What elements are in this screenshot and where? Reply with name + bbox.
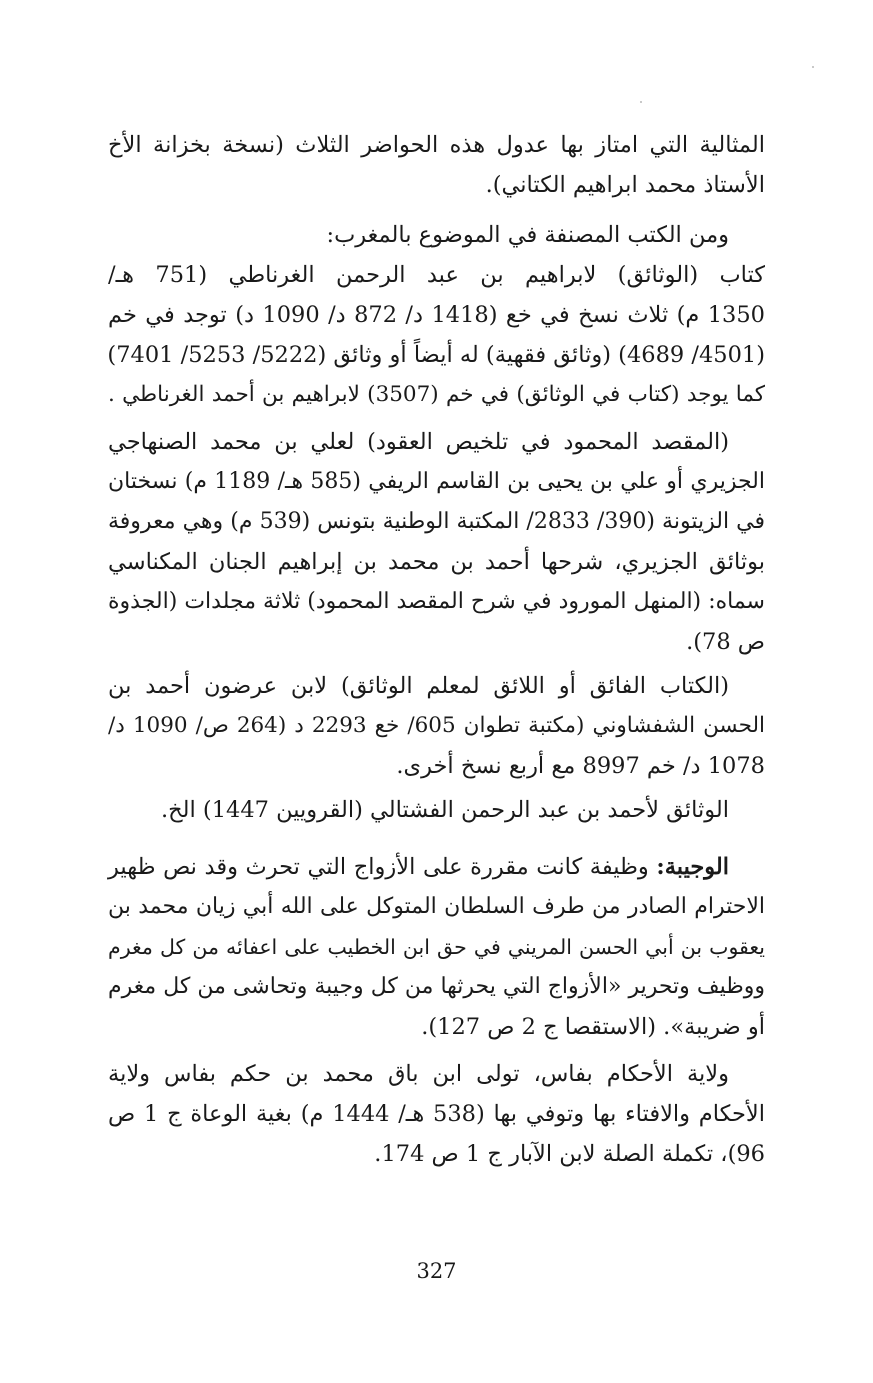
text-line: يعقوب بن أبي الحسن المريني في حق ابن الخطيب على اعفائه من كل مغرم	[108, 935, 765, 959]
text-line: (المقصد المحمود في تلخيص العقود) لعلي بن محمد الصنهاجي	[108, 429, 729, 455]
text-line: ومن الكتب المصنفة في الموضوع بالمغرب:	[326, 222, 729, 248]
text-line: المثالية التي امتاز بها عدول هذه الحواضر الثلاث (نسخة بخزانة الأخ	[108, 132, 765, 158]
text-line: ص 78).	[686, 629, 765, 655]
paragraph-wajiba	[108, 847, 765, 1047]
text-line: في الزيتونة (390/ 2833/ المكتبة الوطنية بتونس (539 م) وهي معروفة	[108, 509, 766, 534]
scan-speck	[812, 66, 814, 68]
text-line: الوثائق لأحمد بن عبد الرحمن الفشتالي (القرويين 1447) الخ.	[160, 797, 729, 823]
text-line	[108, 847, 765, 887]
text-line: الاحترام الصادر من طرف السلطان المتوكل على الله أبي زيان محمد بن	[108, 894, 765, 919]
paragraph-wilayat-ahkam	[108, 1054, 765, 1174]
text-line: الأحكام والافتاء بها وتوفي بها (538 هـ/ 1444 م) بغية الوعاة ج 1 ص	[108, 1101, 766, 1127]
text-line: ووظيف وتحرير «الأزواج التي يحرثها من كل وجيبة وتحاشى من كل مغرم	[108, 974, 765, 999]
text-line: (4501/ 4689) (وثائق فقهية) له أيضاً أو وثائق (5222/ 5253/ 7401)	[107, 342, 765, 368]
page-number: 327	[416, 1259, 457, 1283]
text-line: أو ضريبة». (الاستقصا ج 2 ص 127).	[421, 1014, 765, 1040]
text-line: 1078 د/ خم 8997 مع أربع نسخ أخرى.	[396, 753, 765, 779]
text-line: الأستاذ محمد ابراهيم الكتاني).	[485, 172, 765, 198]
paragraph-kitab-faiq	[108, 666, 765, 786]
text-line: سماه: (المنهل المورود في شرح المقصد المحمود) ثلاثة مجلدات (الجذوة	[108, 589, 765, 614]
text-line: (الكتاب الفائق أو اللائق لمعلم الوثائق) لابن عرضون أحمد بن	[108, 673, 729, 699]
paragraph-wathaiq-fishtali	[108, 790, 765, 830]
paragraph-footnote-continuation	[108, 125, 765, 205]
term-definition: وظيفة كانت مقررة على الأزواج التي تحرث وقد نص ظهير	[108, 854, 657, 880]
text-line: ولاية الأحكام بفاس، تولى ابن باق محمد بن حكم بفاس ولاية	[108, 1061, 729, 1087]
paragraph-maqsad-mahmud	[108, 422, 765, 662]
text-line: الحسن الشفشاوني (مكتبة تطوان 605/ خع 2293 د (264 ص/ 1090 د/	[108, 713, 766, 738]
scan-speck	[640, 101, 642, 103]
paragraph-books-morocco	[108, 215, 765, 415]
text-line: 1350 م) ثلاث نسخ في خع (1418 د/ 872 د/ 1090 د) توجد في خم	[108, 302, 765, 328]
text-line: 96)، تكملة الصلة لابن الآبار ج 1 ص 174.	[374, 1141, 765, 1167]
text-line: كتاب (الوثائق) لابراهيم بن عبد الرحمن الغرناطي (751 هـ/	[108, 262, 765, 288]
text-line: الجزيري أو علي بن يحيى بن القاسم الريفي (585 هـ/ 1189 م) نسختان	[108, 469, 765, 494]
term-heading: الوجيبة:	[656, 854, 729, 880]
text-line: كما يوجد (كتاب في الوثائق) في خم (3507) لابراهيم بن أحمد الغرناطي .	[108, 382, 765, 407]
page-body	[108, 125, 765, 1174]
text-line: بوثائق الجزيري، شرحها أحمد بن محمد بن إبراهيم الجنان المكناسي	[108, 549, 765, 575]
